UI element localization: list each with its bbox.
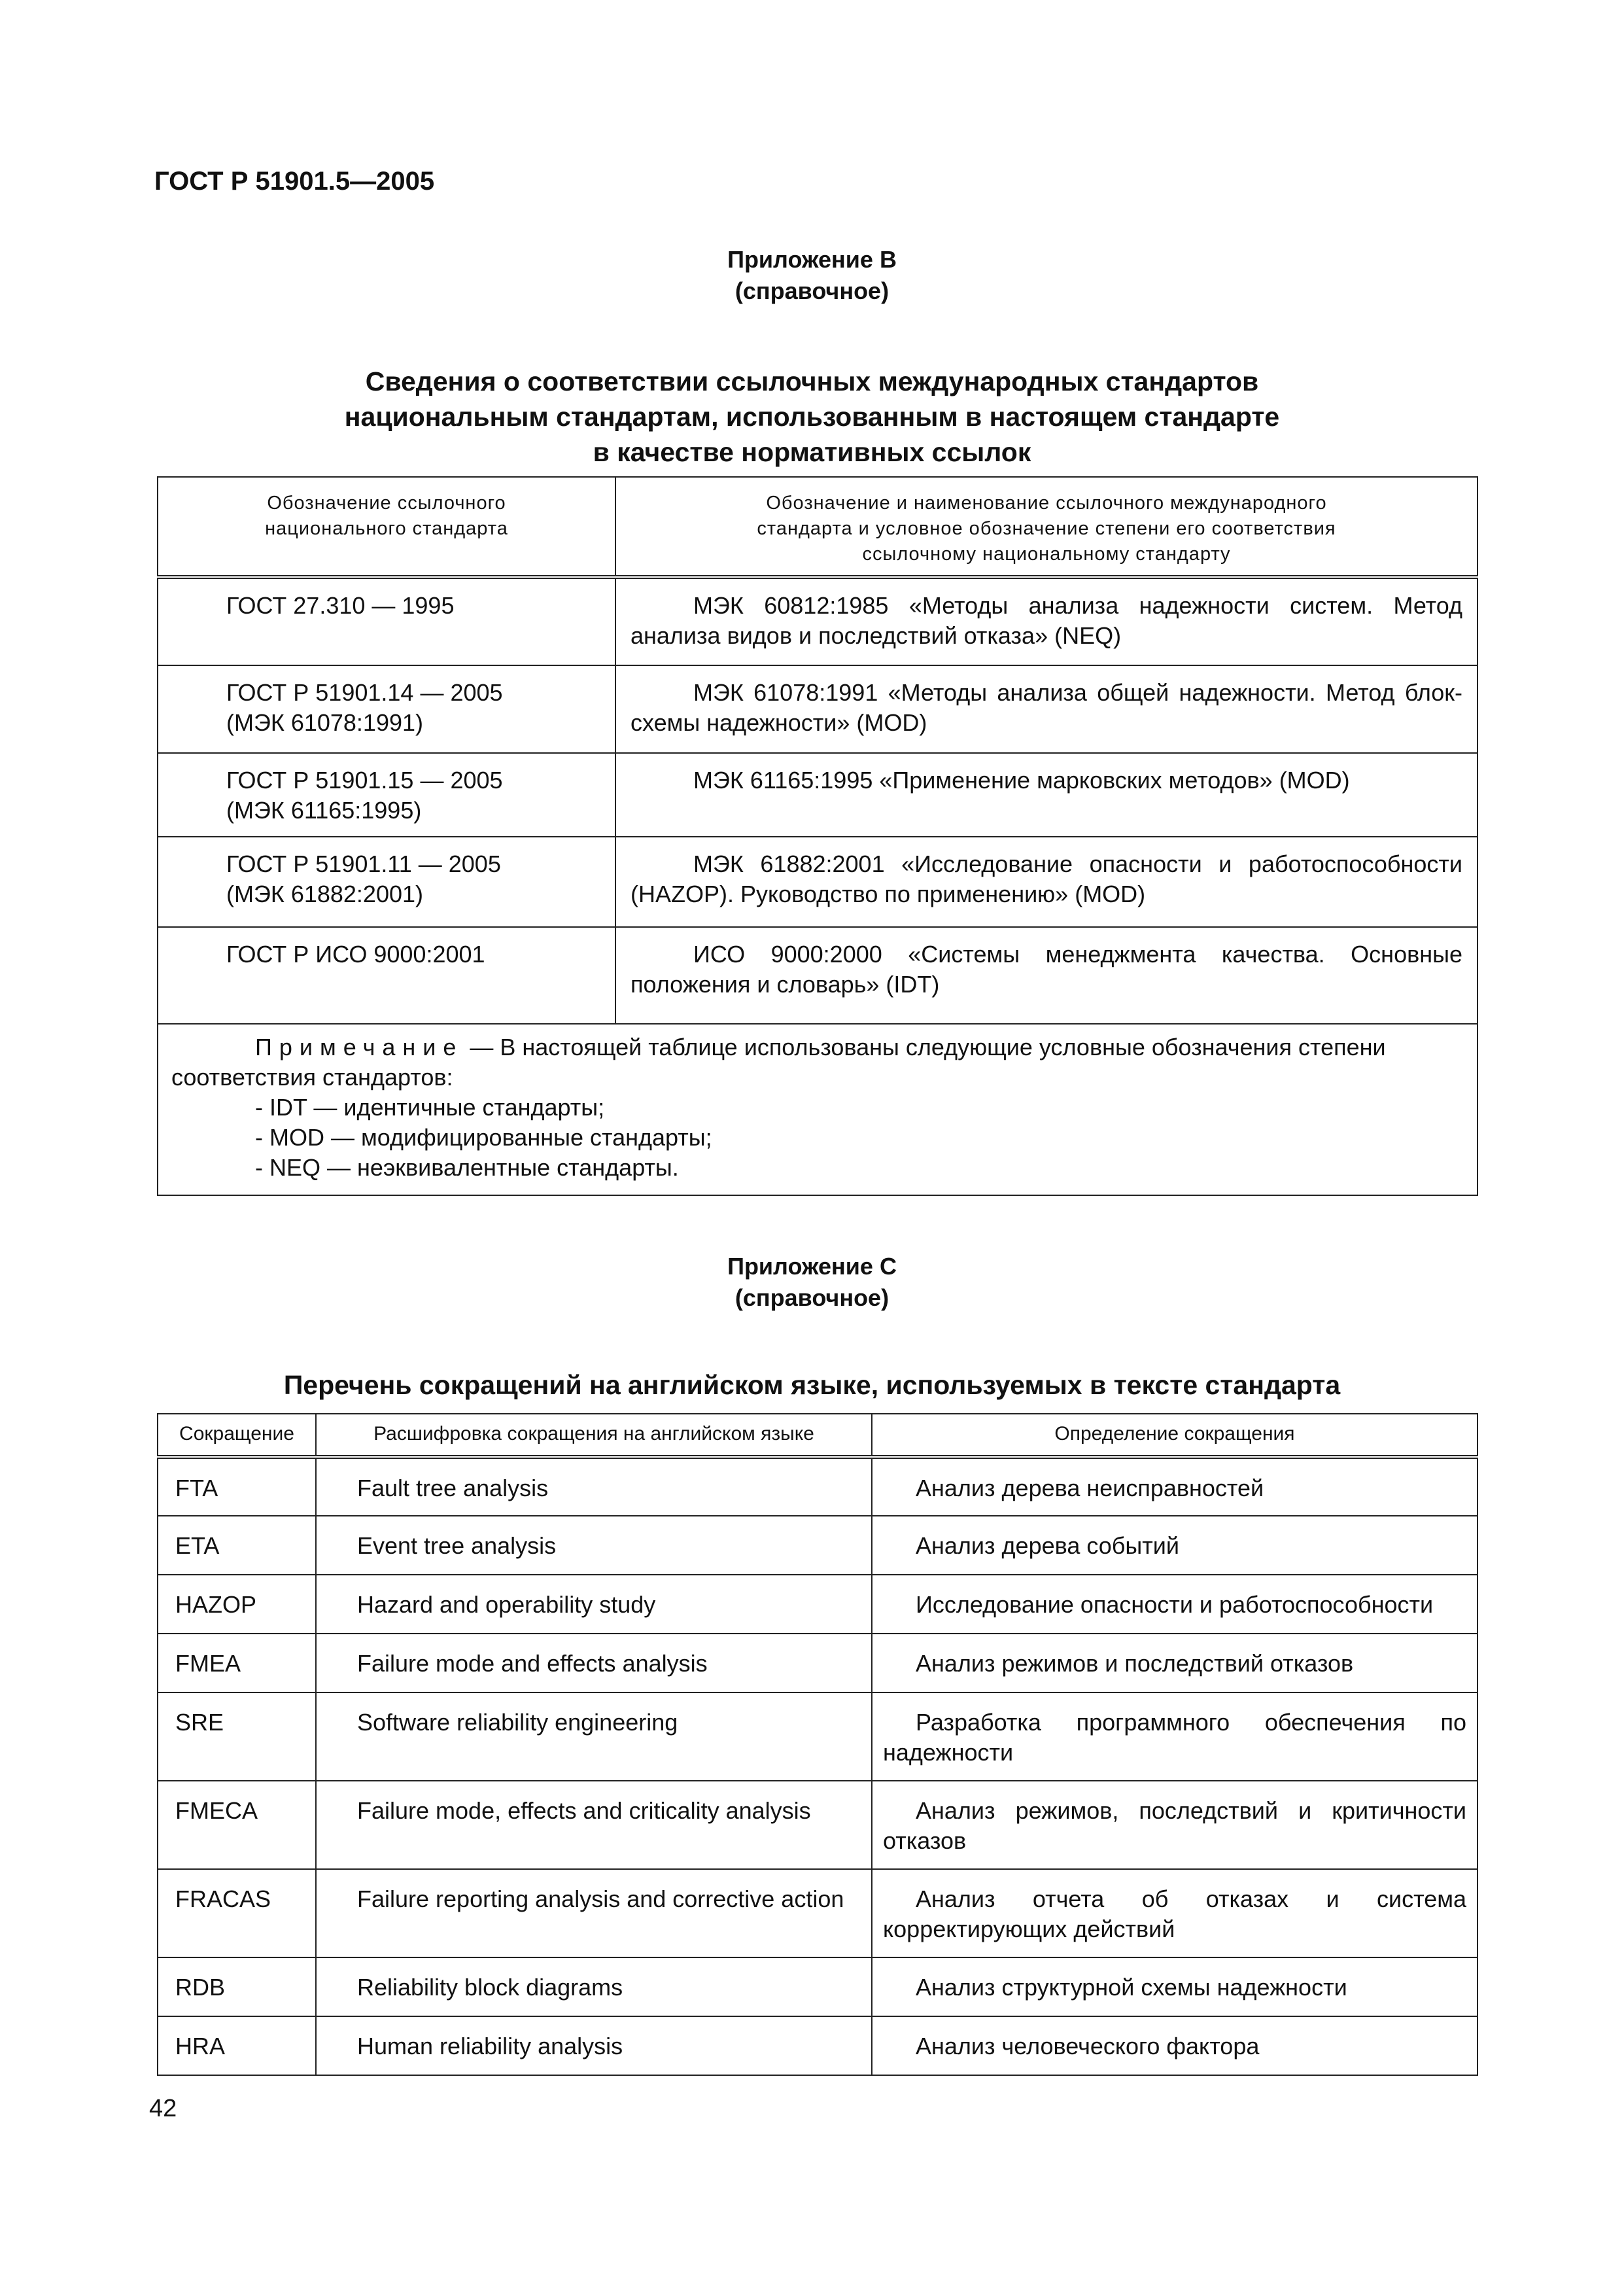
table-header-row (158, 1414, 1477, 1457)
appendix-c-title: Приложение С (727, 1253, 897, 1280)
header-line: национального стандарта (265, 518, 508, 539)
national-standard-cell (158, 927, 615, 1024)
definition-cell: Анализ дерева событий (872, 1516, 1477, 1575)
abbreviation-cell: FMEA (158, 1634, 316, 1692)
international-text: МЭК 61078:1991 «Методы анализа общей надежности. Метод блок-схемы надежности» (MOD) (631, 679, 1462, 736)
expansion-cell: Event tree analysis (316, 1516, 872, 1575)
expansion-cell: Failure mode and effects analysis (316, 1634, 872, 1692)
appendix-b-title: Приложение В (727, 246, 897, 273)
appendix-c-title-block (0, 1251, 1624, 1314)
table-row (158, 837, 1477, 927)
abbreviation-cell: HRA (158, 2016, 316, 2075)
heading-line: Сведения о соответствии ссылочных международных стандартов (365, 366, 1259, 396)
national-code: ГОСТ Р 51901.11 — 2005 (226, 850, 501, 877)
definition-cell: Анализ человеческого фактора (872, 2016, 1477, 2075)
definition-cell: Анализ структурной схемы надежности (872, 1957, 1477, 2016)
national-standard-cell (158, 577, 615, 665)
table-row (158, 1634, 1477, 1692)
appendix-c-subtitle: (справочное) (734, 1284, 890, 1311)
abbreviation-cell: FMECA (158, 1781, 316, 1869)
national-code: ГОСТ Р 51901.15 — 2005 (226, 767, 503, 794)
note-text: — В настоящей таблице использованы следующие условные обозначения степени соответствия стандартов: (171, 1034, 1386, 1091)
expansion-cell: Failure mode, effects and criticality analysis (316, 1781, 872, 1869)
national-code: (МЭК 61165:1995) (226, 797, 422, 824)
standards-correspondence-table (157, 476, 1478, 1196)
appendix-c-heading: Перечень сокращений на английском языке, используемых в тексте стандарта (283, 1370, 1341, 1400)
national-code: (МЭК 61078:1991) (226, 709, 424, 736)
table-note (158, 1024, 1477, 1195)
expansion-cell: Software reliability engineering (316, 1692, 872, 1781)
header-national-standard (158, 477, 615, 577)
definition-cell: Разработка программного обеспечения по надежности (872, 1692, 1477, 1781)
table-row (158, 1516, 1477, 1575)
definition-cell: Исследование опасности и работоспособности (872, 1575, 1477, 1634)
national-standard-cell (158, 753, 615, 837)
definition-cell: Анализ дерева неисправностей (872, 1457, 1477, 1516)
header-abbreviation: Сокращение (158, 1414, 316, 1457)
international-standard-cell (615, 753, 1477, 837)
abbreviations-table (157, 1413, 1478, 2076)
note-item: - IDT — идентичные стандарты; (255, 1094, 605, 1121)
header-english-expansion: Расшифровка сокращения на английском языке (316, 1414, 872, 1457)
table-row (158, 665, 1477, 753)
table-note-row (158, 1024, 1477, 1195)
table-row (158, 2016, 1477, 2075)
note-paragraph (171, 1032, 1464, 1093)
table-row (158, 1457, 1477, 1516)
definition-cell: Анализ отчета об отказах и система корректирующих действий (872, 1869, 1477, 1957)
abbreviation-cell: RDB (158, 1957, 316, 2016)
header-line: ссылочному национальному стандарту (862, 544, 1231, 565)
appendix-b-subtitle: (справочное) (734, 277, 890, 304)
international-standard-cell (615, 837, 1477, 927)
page-number: 42 (149, 2095, 177, 2122)
table-row (158, 1957, 1477, 2016)
international-standard-cell (615, 665, 1477, 753)
national-code: ГОСТ Р 51901.14 — 2005 (226, 679, 503, 706)
heading-line: в качестве нормативных ссылок (593, 437, 1031, 467)
abbreviation-cell: SRE (158, 1692, 316, 1781)
table-row (158, 1692, 1477, 1781)
expansion-cell: Hazard and operability study (316, 1575, 872, 1634)
header-international-standard (615, 477, 1477, 577)
abbreviation-cell: ETA (158, 1516, 316, 1575)
national-code: ГОСТ Р ИСО 9000:2001 (226, 941, 485, 968)
expansion-cell: Reliability block diagrams (316, 1957, 872, 2016)
international-standard-cell (615, 927, 1477, 1024)
table-row (158, 927, 1477, 1024)
note-label: Примечание (255, 1034, 464, 1060)
international-text: МЭК 61882:2001 «Исследование опасности и работоспособности (HAZOP). Руководство по применению» (MOD) (631, 850, 1462, 907)
abbreviation-cell: FRACAS (158, 1869, 316, 1957)
definition-cell: Анализ режимов, последствий и критичности отказов (872, 1781, 1477, 1869)
header-line: Обозначение ссылочного (267, 493, 506, 514)
appendix-b-title-block (0, 244, 1624, 307)
heading-line: национальным стандартам, использованным в настоящем стандарте (344, 402, 1280, 432)
header-definition: Определение сокращения (872, 1414, 1477, 1457)
definition-cell: Анализ режимов и последствий отказов (872, 1634, 1477, 1692)
document-code: ГОСТ Р 51901.5—2005 (154, 167, 435, 196)
table-row (158, 1869, 1477, 1957)
header-line: Обозначение и наименование ссылочного международного (766, 493, 1327, 514)
international-text: МЭК 60812:1985 «Методы анализа надежности систем. Метод анализа видов и последствий отказа» (NEQ) (631, 592, 1462, 649)
national-standard-cell (158, 665, 615, 753)
table-row (158, 1781, 1477, 1869)
note-item: - NEQ — неэквивалентные стандарты. (255, 1154, 679, 1181)
appendix-b-heading (0, 364, 1624, 470)
expansion-cell: Human reliability analysis (316, 2016, 872, 2075)
national-code: (МЭК 61882:2001) (226, 881, 424, 907)
international-standard-cell (615, 577, 1477, 665)
header-line: стандарта и условное обозначение степени его соответствия (757, 518, 1336, 539)
expansion-cell: Fault tree analysis (316, 1457, 872, 1516)
national-standard-cell (158, 837, 615, 927)
table-row (158, 1575, 1477, 1634)
international-text: МЭК 61165:1995 «Применение марковских методов» (MOD) (693, 767, 1350, 794)
international-text: ИСО 9000:2000 «Системы менеджмента качества. Основные положения и словарь» (IDT) (631, 941, 1462, 998)
table-header-row (158, 477, 1477, 577)
table-row (158, 753, 1477, 837)
note-item: - MOD — модифицированные стандарты; (255, 1124, 712, 1151)
abbreviation-cell: HAZOP (158, 1575, 316, 1634)
table-row (158, 577, 1477, 665)
national-code: ГОСТ 27.310 — 1995 (226, 592, 455, 619)
expansion-cell: Failure reporting analysis and corrective action (316, 1869, 872, 1957)
abbreviation-cell: FTA (158, 1457, 316, 1516)
